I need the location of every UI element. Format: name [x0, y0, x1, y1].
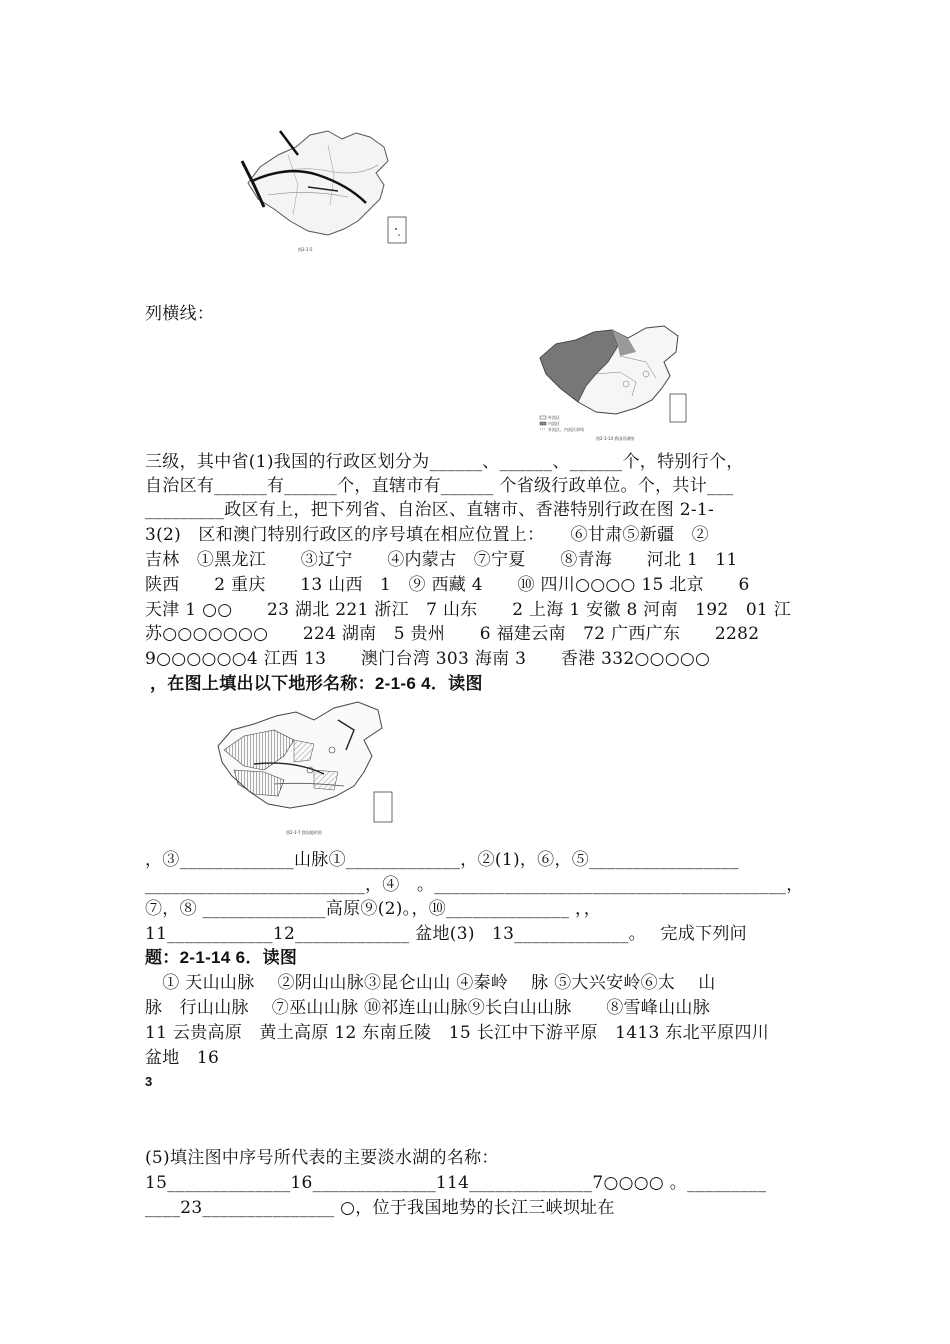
text-line-8: 天津 1 ○○ 23 湖北 221 浙江 7 山东 2 上海 1 安徽 8 河南 192 01 江 — [145, 600, 792, 620]
china-map-figure-1 — [238, 125, 420, 255]
svg-text:图2-1-14 我国河湖图: 图2-1-14 我国河湖图 — [596, 436, 635, 441]
text-line-2: 三级，其中省(1)我国的行政区划分为______、______、______个，特别行个， — [145, 452, 744, 472]
text-line-4: _________政区有上，把下列省、自治区、直辖市、香港特别行政在图 2-1- — [145, 500, 715, 520]
text-line-20: 盆地 16 — [145, 1048, 220, 1068]
text-line-18: 脉 行山山脉 ⑦巫山山脉 ⑩祁连山山脉⑨长白山山脉 ⑧雪峰山山脉 — [145, 998, 711, 1018]
page-number: 3 — [145, 1074, 153, 1089]
svg-text:外流区: 外流区 — [548, 415, 560, 420]
text-line-14: ⑦，⑧ ______________高原⑨(2)。，⑩______________ ，， — [145, 899, 602, 919]
text-line-16: 题：2-1-14 6．读图 — [145, 948, 298, 967]
text-line-21: (5)填注图中序号所代表的主要淡水湖的名称： — [145, 1148, 499, 1168]
svg-text:内流区: 内流区 — [548, 421, 560, 426]
text-line-19: 11 云贵高原 黄土高原 12 东南丘陵 15 长江中下游平原 1413 东北平原四川 — [145, 1023, 770, 1043]
svg-text:图2-1-5: 图2-1-5 — [298, 247, 313, 252]
text-line-22: 15______________16______________114______________7○○○○ 。_________ — [145, 1173, 767, 1193]
text-line-12: ，③_____________山脉①_____________，②(1)，⑥，⑤_________________ — [145, 850, 739, 870]
text-line-9: 苏○○○○○○○ 224 湖南 5 贵州 6 福建云南 72 广西广东 2282 — [145, 624, 760, 644]
text-line-23: ____23_______________ ○，位于我国地势的长江三峡坝址在 — [145, 1198, 615, 1218]
text-line-17: ① 天山山脉 ②阴山山脉③昆仑山山 ④秦岭 脉 ⑤大兴安岭⑥太 山 — [145, 973, 716, 993]
svg-text:外流区、内流区界线: 外流区、内流区界线 — [548, 427, 584, 432]
text-line-7: 陕西 2 重庆 13 山西 1 ⑨ 西藏 4 ⑩ 四川○○○○ 15 北京 6 — [145, 575, 750, 595]
china-map-figure-2 — [536, 322, 696, 444]
svg-text:图2-1-7 我国地形图: 图2-1-7 我国地形图 — [286, 830, 322, 835]
text-line-3: 自治区有______有______个，直辖市有______ 个省级行政单位。个，共计___ — [145, 476, 734, 496]
china-map-figure-3 — [214, 700, 404, 840]
text-line-13: _________________________，④ 。________________________________________， — [145, 875, 804, 895]
text-line-1: 列横线： — [145, 304, 215, 324]
text-line-11: ，在图上填出以下地形名称：2-1-6 4．读图 — [150, 674, 483, 693]
text-line-10: 9○○○○○○4 江西 13 澳门台湾 303 海南 3 香港 332○○○○○ — [145, 649, 711, 669]
text-line-5: 3(2) 区和澳门特别行政区的序号填在相应位置上： ⑥甘肃⑤新疆 ② — [145, 525, 709, 545]
text-line-15: 11____________12_____________ 盆地(3) 13_____________。 完成下列问 — [145, 924, 747, 944]
text-line-6: 吉林 ①黑龙江 ③辽宁 ④内蒙古 ⑦宁夏 ⑧青海 河北 1 11 — [145, 550, 738, 570]
